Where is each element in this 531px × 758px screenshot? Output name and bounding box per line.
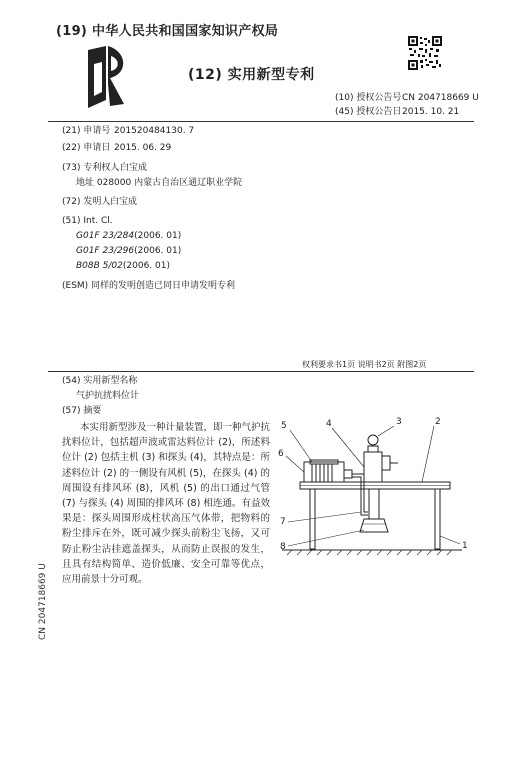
figure-label: 3 [396, 417, 402, 427]
publication-date-label: (45) 授权公告日 [335, 107, 402, 117]
abstract-figure [272, 412, 472, 572]
esm-note: (ESM) 同样的发明创造已同日申请发明专利 [62, 281, 236, 291]
intcl-entry: G01F 23/296(2006. 01) [76, 246, 182, 256]
intcl-entry: B08B 5/02(2006. 01) [76, 261, 170, 271]
figure-label: 8 [280, 542, 286, 552]
application-date-label: (22) 申请日 [62, 143, 111, 153]
application-number: 201520484130. 7 [114, 126, 195, 136]
patentee: 白宝成 [120, 163, 148, 173]
figure-label: 4 [326, 419, 332, 429]
publication-number-label: (10) 授权公告号 [335, 93, 402, 103]
utility-model-title: 气护抗扰料位计 [76, 391, 140, 401]
figure-label: 7 [280, 517, 286, 527]
pages-note: 权利要求书1页 说明书2页 附图2页 [302, 360, 427, 369]
inventor-label: (72) 发明人 [62, 197, 111, 207]
publication-date: 2015. 10. 21 [402, 107, 460, 117]
top-divider [48, 121, 474, 122]
middle-divider [48, 371, 474, 372]
publication-number: CN 204718669 U [402, 93, 479, 103]
intcl-entry: G01F 23/284(2006. 01) [76, 231, 182, 241]
intcl-label: (51) Int. Cl. [62, 216, 113, 226]
office-name: (19) 中华人民共和国国家知识产权局 [56, 24, 279, 39]
figure-label: 2 [435, 417, 441, 427]
figure-label: 6 [278, 449, 284, 459]
inventor: 白宝成 [110, 197, 138, 207]
title-label: (54) 实用新型名称 [62, 376, 138, 386]
document-type: (12) 实用新型专利 [188, 67, 315, 83]
abstract-label: (57) 摘要 [62, 406, 102, 416]
qr-code-icon [408, 36, 442, 70]
side-publication-code: CN 204718669 U [38, 563, 48, 640]
abstract-text: 本实用新型涉及一种计量装置，即一种气护抗扰料位计，包括超声波或雷达料位计 (2)，所述料位计 (2) 包括主机 (3) 和探头 (4)，其特点是：所述料位计 (2) 的一侧设有风机 (5)，在探头 (4) 的周围设有排风环 (8)，风机 (5) 的出口通过气管 (7) 与探头 (4) 周围的排风环 (8) 相连通。有益效果是：探头周围形成柱状高压气体带，把物料的粉尘排斥在外，既可减少探头前粉尘飞扬，又可防止粉尘沾挂遮盖探头，从而防止误报的发生，且具有结构简单、造价低廉、安全可靠等优点，应用前景十分可观。 [62, 422, 271, 586]
figure-label: 5 [281, 421, 287, 431]
sipo-logo-icon [84, 44, 130, 110]
figure-label: 1 [462, 541, 468, 551]
patentee-address: 地址 028000 内蒙古自治区通辽职业学院 [76, 178, 243, 188]
patentee-label: (73) 专利权人 [62, 163, 120, 173]
application-number-label: (21) 申请号 [62, 126, 111, 136]
application-date: 2015. 06. 29 [114, 143, 172, 153]
